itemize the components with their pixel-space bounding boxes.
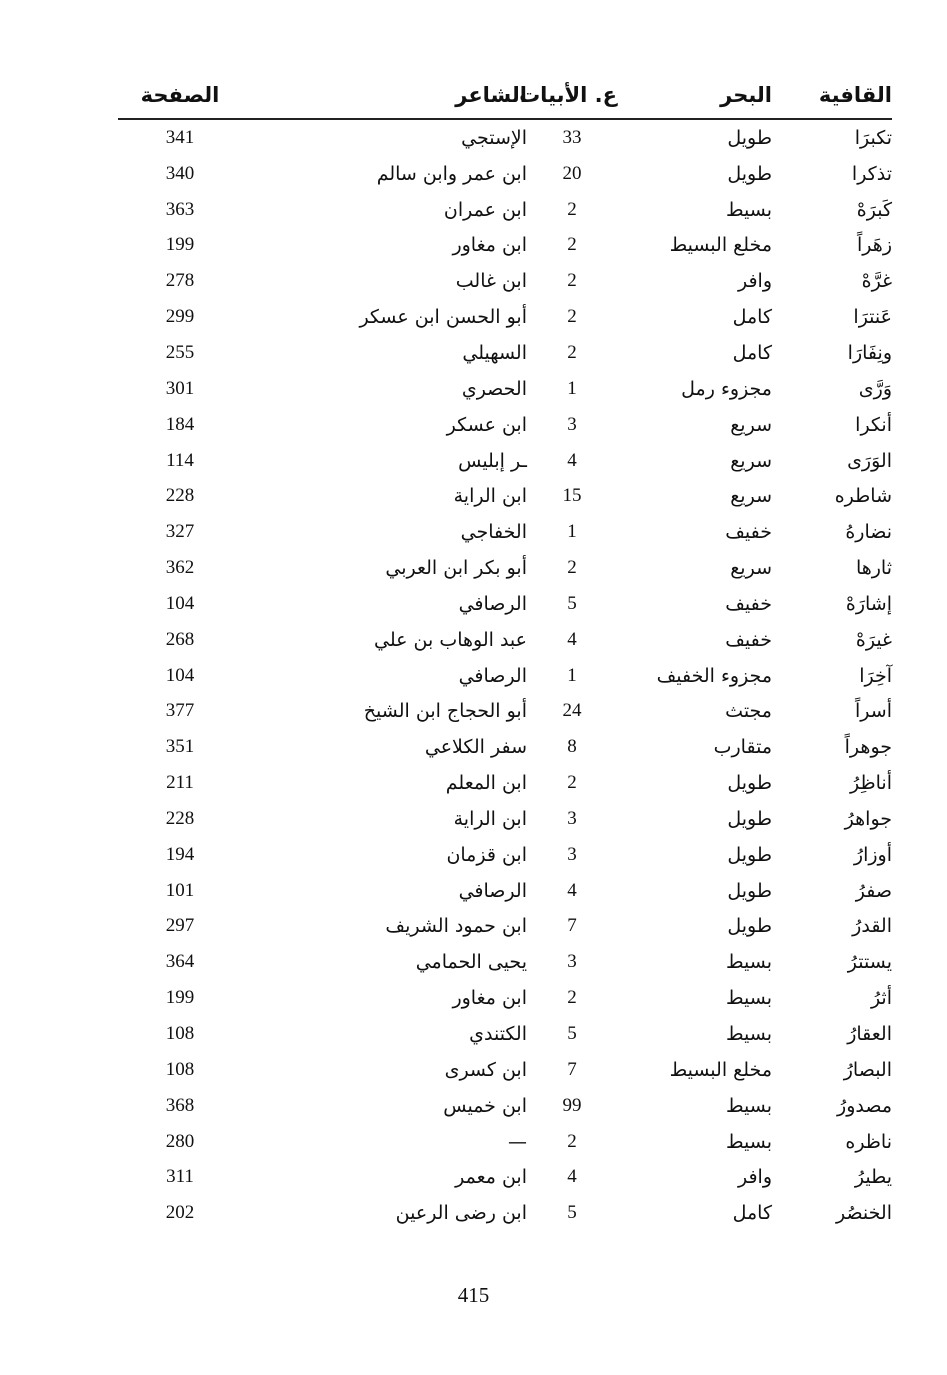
table-row (118, 1052, 892, 1088)
cell-meter: وافر (737, 1166, 772, 1189)
cell-poet: سفر الكلاعي (424, 736, 527, 759)
cell-poet: ابن كسرى (444, 1058, 527, 1081)
cell-verse-count: 20 (562, 162, 582, 184)
cell-rhyme: عَنترَا (853, 306, 892, 329)
cell-poet: ابن عمران (443, 198, 527, 221)
cell-page: 108 (165, 1058, 195, 1080)
cell-page: 228 (165, 485, 195, 507)
table-body (118, 119, 892, 1231)
cell-verse-count: 2 (567, 772, 577, 794)
table-row (118, 299, 892, 335)
table-row (118, 801, 892, 837)
cell-poet: ابن المعلم (445, 772, 527, 795)
cell-verse-count: 2 (567, 987, 577, 1009)
cell-meter: طويل (727, 126, 772, 149)
cell-verse-count: 2 (567, 341, 577, 363)
cell-page: 268 (165, 628, 195, 650)
cell-rhyme: جوهراً (844, 736, 892, 759)
cell-rhyme: أثرُ (870, 987, 892, 1010)
cell-meter: بسيط (725, 987, 772, 1010)
cell-rhyme: أنكرا (855, 413, 892, 436)
cell-verse-count: 1 (567, 521, 577, 543)
table-row (118, 729, 892, 765)
cell-verse-count: 24 (562, 700, 582, 722)
cell-poet: ابن الراية (453, 807, 527, 830)
cell-verse-count: 33 (562, 126, 582, 148)
cell-verse-count: 1 (567, 377, 577, 399)
cell-rhyme: العقارُ (847, 1023, 892, 1046)
table-row (118, 550, 892, 586)
cell-page: 211 (166, 772, 194, 794)
cell-verse-count: 4 (567, 449, 577, 471)
cell-poet: ابن عمر وابن سالم (376, 162, 527, 185)
cell-meter: وافر (737, 270, 772, 293)
cell-verse-count: 2 (567, 234, 577, 256)
cell-poet: ابن عسكر (446, 413, 527, 436)
cell-rhyme: مصدورُ (837, 1094, 892, 1117)
table-row (118, 944, 892, 980)
cell-page: 101 (165, 879, 195, 901)
cell-page: 301 (165, 377, 195, 399)
cell-rhyme: ونِفَارَا (847, 341, 892, 364)
cell-meter: طويل (727, 807, 772, 830)
cell-meter: كامل (732, 1202, 772, 1225)
cell-verse-count: 4 (567, 1166, 577, 1188)
table-row (118, 1016, 892, 1052)
cell-page: 278 (165, 270, 195, 292)
table-row (118, 622, 892, 658)
cell-page: 377 (165, 700, 195, 722)
cell-verse-count: 4 (567, 879, 577, 901)
cell-page: 184 (165, 413, 195, 435)
cell-poet: ابن قزمان (446, 843, 527, 866)
cell-verse-count: 3 (567, 807, 577, 829)
page-number: 415 (457, 1283, 490, 1307)
cell-page: 255 (165, 341, 195, 363)
cell-meter: كامل (732, 306, 772, 329)
cell-meter: متقارب (713, 736, 772, 759)
header-page: الصفحة (118, 72, 242, 119)
cell-rhyme: جواهرُ (844, 807, 892, 830)
cell-page: 364 (165, 951, 195, 973)
cell-poet: ابن رضى الرعين (395, 1202, 527, 1225)
cell-rhyme: الوَرَى (847, 449, 892, 472)
cell-rhyme: ناظره (845, 1130, 892, 1153)
cell-rhyme: البصارُ (843, 1058, 892, 1081)
cell-rhyme: وَرَّى (858, 377, 892, 400)
table-row (118, 658, 892, 694)
cell-meter: طويل (727, 879, 772, 902)
table-row (118, 156, 892, 192)
table-row (118, 407, 892, 443)
cell-poet: عبد الوهاب بن علي (374, 628, 527, 651)
cell-rhyme: ثارها (855, 557, 892, 580)
cell-page: 280 (165, 1130, 195, 1152)
cell-rhyme: تكبرَا (854, 126, 892, 149)
cell-poet: أبو الحجاج ابن الشيخ (363, 700, 527, 723)
cell-meter: طويل (727, 915, 772, 938)
table-row (118, 694, 892, 730)
cell-meter: بسيط (725, 1094, 772, 1117)
table-row (118, 228, 892, 264)
cell-verse-count: 4 (567, 628, 577, 650)
cell-poet: الحصري (461, 377, 527, 400)
cell-poet: الإستجي (461, 126, 527, 149)
cell-poet: ابن غالب (455, 270, 527, 293)
cell-verse-count: 1 (567, 664, 577, 686)
cell-verse-count: 2 (567, 198, 577, 220)
cell-poet: الرصافي (458, 664, 527, 687)
cell-rhyme: صفرُ (855, 879, 892, 902)
cell-poet: — (508, 1130, 527, 1153)
cell-meter: طويل (727, 772, 772, 795)
cell-verse-count: 3 (567, 951, 577, 973)
table-row (118, 980, 892, 1016)
cell-verse-count: 7 (567, 915, 577, 937)
cell-meter: طويل (727, 843, 772, 866)
cell-verse-count: 2 (567, 1130, 577, 1152)
cell-verse-count: 15 (562, 485, 582, 507)
table-header-row (118, 72, 892, 119)
cell-meter: خفيف (725, 592, 772, 615)
table-row (118, 765, 892, 801)
table-row (118, 1195, 892, 1231)
header-rhyme: القافية (772, 72, 892, 119)
cell-page: 299 (165, 306, 195, 328)
table-row (118, 1159, 892, 1195)
cell-meter: مخلع البسيط (669, 1058, 772, 1081)
table-row (118, 119, 892, 156)
cell-meter: كامل (732, 341, 772, 364)
cell-rhyme: زهَراً (857, 234, 892, 257)
cell-page: 202 (165, 1202, 195, 1224)
table-row (118, 1124, 892, 1160)
cell-meter: بسيط (725, 198, 772, 221)
cell-verse-count: 2 (567, 270, 577, 292)
cell-rhyme: كَبرَهْ (856, 198, 892, 221)
cell-rhyme: يطيرُ (854, 1166, 892, 1189)
cell-verse-count: 5 (567, 592, 577, 614)
header-meter: البحر (617, 72, 772, 119)
table-row (118, 443, 892, 479)
table-row (118, 263, 892, 299)
cell-meter: سريع (730, 485, 772, 508)
cell-poet: ابن حمود الشريف (385, 915, 527, 938)
table-row (118, 909, 892, 945)
cell-meter: بسيط (725, 951, 772, 974)
cell-rhyme: شاطره (834, 485, 892, 508)
cell-poet: الرصافي (458, 592, 527, 615)
cell-meter: مخلع البسيط (669, 234, 772, 257)
cell-rhyme: أسراً (855, 700, 892, 723)
cell-poet: ابن مغاور (452, 234, 527, 257)
cell-verse-count: 8 (567, 736, 577, 758)
cell-meter: بسيط (725, 1130, 772, 1153)
cell-page: 341 (165, 126, 195, 148)
cell-verse-count: 5 (567, 1202, 577, 1224)
cell-poet: السهيلي (462, 341, 527, 364)
cell-verse-count: 3 (567, 843, 577, 865)
table-row (118, 873, 892, 909)
cell-page: 104 (165, 592, 195, 614)
cell-meter: خفيف (725, 521, 772, 544)
cell-page: 199 (165, 234, 195, 256)
cell-verse-count: 7 (567, 1058, 577, 1080)
table-row (118, 837, 892, 873)
cell-page: 351 (165, 736, 195, 758)
table-row (118, 1088, 892, 1124)
cell-page: 228 (165, 807, 195, 829)
cell-rhyme: إشارَهْ (845, 592, 892, 615)
table-row (118, 371, 892, 407)
cell-poet: ابن مغاور (452, 987, 527, 1010)
cell-page: 194 (165, 843, 195, 865)
cell-rhyme: غرَّهْ (861, 270, 892, 293)
cell-verse-count: 2 (567, 306, 577, 328)
table-row (118, 335, 892, 371)
cell-page: 368 (165, 1094, 195, 1116)
cell-poet: أبو بكر ابن العربي (385, 557, 527, 580)
cell-poet: الخفاجي (460, 521, 527, 544)
cell-poet: الرصافي (458, 879, 527, 902)
header-verse-count: ع. الأبيات (527, 72, 617, 119)
cell-rhyme: القدرُ (852, 915, 892, 938)
cell-rhyme: غيرَهْ (855, 628, 892, 651)
cell-page: 199 (165, 987, 195, 1009)
cell-meter: سريع (730, 557, 772, 580)
cell-page: 114 (166, 449, 194, 471)
cell-rhyme: آخِرَا (859, 664, 892, 687)
cell-poet: أبو الحسن ابن عسكر (359, 306, 527, 329)
cell-page: 340 (165, 162, 195, 184)
cell-page: 108 (165, 1023, 195, 1045)
cell-rhyme: أوزارُ (853, 843, 892, 866)
table-row (118, 478, 892, 514)
cell-meter: مجزوء الخفيف (656, 664, 772, 687)
cell-meter: طويل (727, 162, 772, 185)
cell-meter: بسيط (725, 1023, 772, 1046)
cell-rhyme: أناظِرُ (850, 772, 892, 795)
cell-page: 104 (165, 664, 195, 686)
cell-poet: ابن معمر (455, 1166, 527, 1189)
cell-meter: سريع (730, 449, 772, 472)
cell-page: 327 (165, 521, 195, 543)
rhyme-index-table (118, 72, 892, 1231)
cell-poet: ابن خميس (443, 1094, 527, 1117)
table-row (118, 514, 892, 550)
cell-meter: خفيف (725, 628, 772, 651)
table-row (118, 192, 892, 228)
cell-rhyme: تذكرا (851, 162, 892, 185)
cell-verse-count: 3 (567, 413, 577, 435)
cell-verse-count: 5 (567, 1023, 577, 1045)
cell-verse-count: 2 (567, 557, 577, 579)
cell-rhyme: الخنصُر (835, 1202, 892, 1225)
table-row (118, 586, 892, 622)
cell-rhyme: نضارهُ (845, 521, 892, 544)
cell-page: 362 (165, 557, 195, 579)
cell-meter: مجتث (725, 700, 772, 723)
cell-poet: الكتندي (469, 1023, 527, 1046)
cell-poet: ـر إبليس (458, 449, 527, 472)
cell-page: 311 (166, 1166, 194, 1188)
cell-meter: مجزوء رمل (681, 377, 772, 400)
cell-poet: يحيى الحمامي (415, 951, 527, 974)
cell-verse-count: 99 (562, 1094, 582, 1116)
cell-page: 297 (165, 915, 195, 937)
cell-rhyme: يستترُ (847, 951, 892, 974)
cell-poet: ابن الراية (453, 485, 527, 508)
header-poet: الشاعر (242, 72, 527, 119)
cell-page: 363 (165, 198, 195, 220)
cell-meter: سريع (730, 413, 772, 436)
